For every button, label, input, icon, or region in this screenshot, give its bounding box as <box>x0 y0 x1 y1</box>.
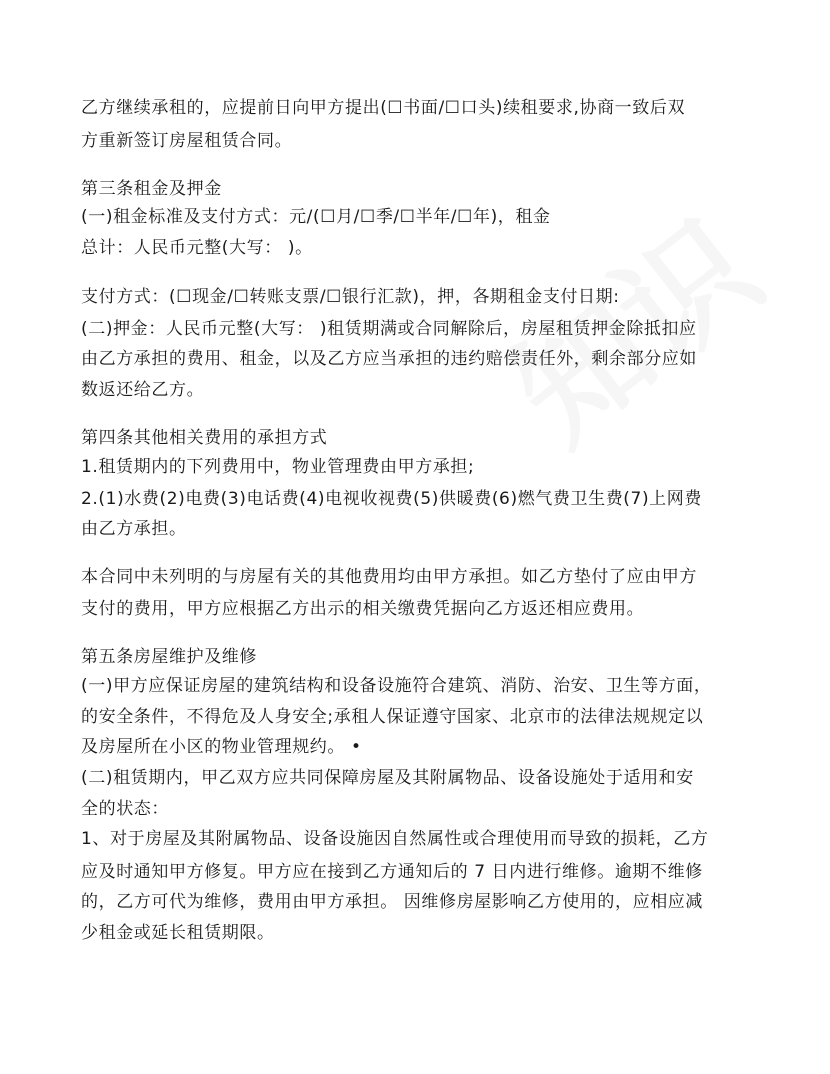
text-line: 2.(1)水费(2)电费(3)电话费(4)电视收视费(5)供暖费(6)燃气费卫生费(7)上网费 <box>81 489 702 509</box>
text-line: 支付的费用，甲方应根据乙方出示的相关缴费凭据向乙方返还相应费用。 <box>81 599 645 619</box>
text-line: 的，乙方可代为维修，费用由甲方承担。 因维修房屋影响乙方使用的，应相应减 <box>81 892 704 912</box>
text-line: 由乙方承担。 <box>81 519 187 539</box>
text-line: (一)甲方应保证房屋的建筑结构和设备设施符合建筑、消防、治安、卫生等方面， <box>81 676 712 696</box>
text-line: 由乙方承担的费用、租金，以及乙方应当承担的违约赔偿责任外，剩余部分应如 <box>81 349 697 369</box>
text-line: (二)押金：人民币元整(大写： )租赁期满或合同解除后，房屋租赁押金除抵扣应 <box>81 319 697 339</box>
text-line: 乙方继续承租的，应提前日向甲方提出(☐书面/☐口头)续租要求,协商一致后双 <box>81 98 686 118</box>
text-line: 方重新签订房屋租赁合同。 <box>81 131 293 151</box>
text-line: 总计：人民币元整(大写： )。 <box>81 238 313 258</box>
section-heading: 第五条房屋维护及维修 <box>81 647 257 667</box>
text-line: 及房屋所在小区的物业管理规约。 • <box>81 737 362 757</box>
text-line: 应及时通知甲方修复。甲方应在接到乙方通知后的 7 日内进行维修。逾期不维修 <box>81 862 703 882</box>
text-line: 的安全条件，不得危及人身安全;承租人保证遵守国家、北京市的法律法规规定以 <box>81 707 704 727</box>
text-line: 1、对于房屋及其附属物品、设备设施因自然属性或合理使用而导致的损耗，乙方 <box>81 829 709 849</box>
section-heading: 第三条租金及押金 <box>81 179 222 199</box>
text-line: 少租金或延长租赁期限。 <box>81 923 275 943</box>
text-line: 数返还给乙方。 <box>81 380 205 400</box>
text-line: (二)租赁期内，甲乙双方应共同保障房屋及其附属物品、设备设施处于适用和安 <box>81 768 694 788</box>
text-line: 本合同中未列明的与房屋有关的其他费用均由甲方承担。如乙方垫付了应由甲方 <box>81 567 697 587</box>
section-heading: 第四条其他相关费用的承担方式 <box>81 428 328 448</box>
text-line: (一)租金标准及支付方式：元/(☐月/☐季/☐半年/☐年)，租金 <box>81 207 551 227</box>
text-line: 全的状态： <box>81 799 169 819</box>
text-line: 支付方式：(☐现金/☐转账支票/☐银行汇款)，押，各期租金支付日期: <box>81 287 620 307</box>
text-line: 1.租赁期内的下列费用中，物业管理费由甲方承担; <box>81 457 475 477</box>
